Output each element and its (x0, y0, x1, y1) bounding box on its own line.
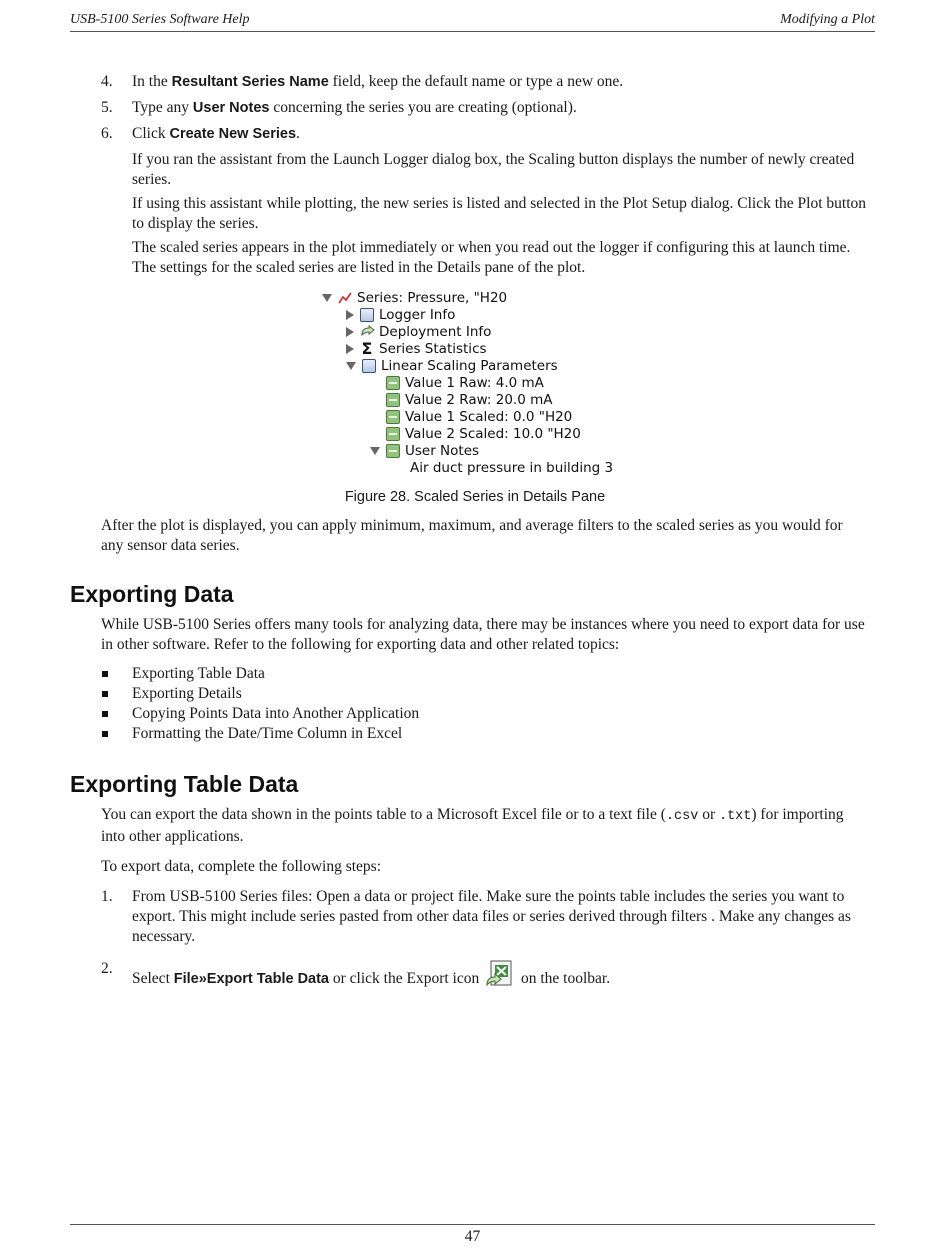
step-text: Type any (132, 99, 193, 116)
sigma-icon: Σ (361, 339, 373, 358)
list-item (0, 704, 950, 724)
tree-label-value2-scaled: Value 2 Scaled: 10.0 "H20 (405, 426, 581, 442)
header-doc-title: USB-5100 Series Software Help (70, 12, 250, 27)
parameter-icon (386, 444, 400, 458)
tree-row-value1-scaled[interactable] (386, 409, 572, 426)
series-line-icon (338, 291, 352, 305)
scaling-params-icon (362, 359, 376, 373)
tree-row-user-notes[interactable] (370, 443, 479, 460)
code-txt: .txt (718, 809, 752, 824)
tree-row-value2-raw[interactable] (386, 392, 552, 409)
tree-row-value1-raw[interactable] (386, 375, 544, 392)
parameter-icon (386, 393, 400, 407)
export-icon[interactable] (485, 959, 515, 989)
tree-label-series: Series: Pressure, "H20 (357, 290, 508, 306)
export-step-1 (0, 887, 950, 947)
tree-row-linear-scaling[interactable] (346, 358, 558, 375)
tree-label-value2-raw: Value 2 Raw: 20.0 mA (405, 392, 553, 408)
tree-label-user-notes-text: Air duct pressure in building 3 (410, 460, 614, 476)
step-number: 1. (101, 888, 113, 905)
list-item (0, 664, 950, 684)
step-text: In the (132, 73, 172, 90)
step-text: on the toolbar. (517, 970, 611, 987)
export-step-2 (0, 959, 950, 989)
expand-right-icon[interactable] (346, 310, 354, 320)
step-number: 6. (101, 125, 113, 142)
ui-term-resultant-series-name: Resultant Series Name (171, 74, 329, 90)
tree-label-value1-scaled: Value 1 Scaled: 0.0 "H20 (405, 409, 573, 425)
menu-path-export-table-data: File»Export Table Data (173, 971, 329, 987)
parameter-icon (386, 410, 400, 424)
bullet-icon (102, 731, 108, 737)
step-number: 5. (101, 99, 113, 116)
tree-label-logger-info: Logger Info (379, 307, 456, 323)
step-5 (0, 98, 950, 118)
logger-info-icon (360, 308, 374, 322)
paragraph-plot-setup: If using this assistant while plotting, the new series is listed and selected in the Plot Setup dialog. Click the Plot button to display the series. (132, 195, 867, 232)
page-footer (70, 1224, 875, 1246)
deployment-arrow-icon (360, 325, 374, 339)
figure-caption: Figure 28. Scaled Series in Details Pane (344, 489, 606, 505)
header-section-title: Modifying a Plot (780, 12, 875, 27)
step-text: or click the Export icon (329, 970, 484, 987)
step-text: Select (132, 970, 174, 987)
expand-down-icon[interactable] (322, 294, 332, 302)
tree-label-deployment-info: Deployment Info (379, 324, 492, 340)
step-6 (0, 124, 950, 144)
expand-down-icon[interactable] (370, 447, 380, 455)
list-item (0, 684, 950, 704)
expand-right-icon[interactable] (346, 327, 354, 337)
tree-row-series[interactable] (322, 290, 507, 307)
tree-label-user-notes: User Notes (405, 443, 480, 459)
page-content (0, 72, 950, 989)
step-text: . (296, 125, 300, 142)
tree-row-value2-scaled[interactable] (386, 426, 581, 443)
bullet-icon (102, 671, 108, 677)
parameter-icon (386, 376, 400, 390)
expand-down-icon[interactable] (346, 362, 356, 370)
ui-term-user-notes: User Notes (192, 100, 270, 116)
link-exporting-table-data[interactable]: Exporting Table Data (132, 665, 265, 682)
ui-term-create-new-series: Create New Series (169, 126, 297, 142)
tree-label-value1-raw: Value 1 Raw: 4.0 mA (405, 375, 544, 391)
link-copying-points-data[interactable]: Copying Points Data into Another Application (132, 705, 420, 722)
tree-row-logger-info[interactable] (346, 307, 455, 324)
expand-right-icon[interactable] (346, 344, 354, 354)
step-number: 4. (101, 73, 113, 90)
step-text: field, keep the default name or type a new one. (328, 73, 624, 90)
bullet-icon (102, 711, 108, 717)
tree-label-linear-scaling: Linear Scaling Parameters (381, 358, 558, 374)
paragraph-launch-logger: If you ran the assistant from the Launch Logger dialog box, the Scaling button displays the number of newly created series. (132, 151, 855, 188)
bullet-icon (102, 691, 108, 697)
paragraph-export-table-intro (101, 805, 867, 847)
parameter-icon (386, 427, 400, 441)
text: You can export the data shown in the points table to a Microsoft Excel file or to a text file ( (101, 806, 666, 823)
tree-row-series-statistics[interactable] (346, 341, 487, 358)
paragraph-scaled-series: The scaled series appears in the plot immediately or when you read out the logger if configuring this at launch time. The settings for the scaled series are listed in the Details pane of the plot. (132, 239, 851, 276)
list-item (0, 724, 950, 744)
step-text: From USB-5100 Series files: Open a data or project file. Make sure the points table includes the series you want to export. This might include series pasted from other data files or series derived through filters . Make any changes as necessary. (132, 888, 851, 945)
link-exporting-details[interactable]: Exporting Details (132, 685, 242, 702)
paragraph-steps-intro: To export data, complete the following steps: (101, 858, 381, 875)
text: or (698, 806, 719, 823)
step-text: Click (132, 125, 170, 142)
page-header (70, 10, 875, 32)
tree-label-series-statistics: Series Statistics (379, 341, 487, 357)
paragraph-after-plot: After the plot is displayed, you can apply minimum, maximum, and average filters to the scaled series as you would for any sensor data series. (101, 517, 843, 554)
step-text: concerning the series you are creating (optional). (269, 99, 577, 116)
step-4 (0, 72, 950, 92)
link-formatting-date-time[interactable]: Formatting the Date/Time Column in Excel (132, 725, 403, 742)
heading-exporting-data: Exporting Data (70, 581, 234, 607)
page-number: 47 (464, 1228, 481, 1245)
text: ) for importing into other applications. (101, 806, 844, 845)
details-pane-tree (322, 290, 622, 480)
heading-exporting-table-data: Exporting Table Data (70, 771, 299, 797)
tree-row-user-notes-text (410, 460, 613, 477)
paragraph-exporting-intro: While USB-5100 Series offers many tools for analyzing data, there may be instances where you need to export data for use in other software. Refer to the following for exporting data and other related topics: (101, 616, 865, 653)
code-csv: .csv (665, 809, 699, 824)
step-number: 2. (101, 960, 113, 977)
